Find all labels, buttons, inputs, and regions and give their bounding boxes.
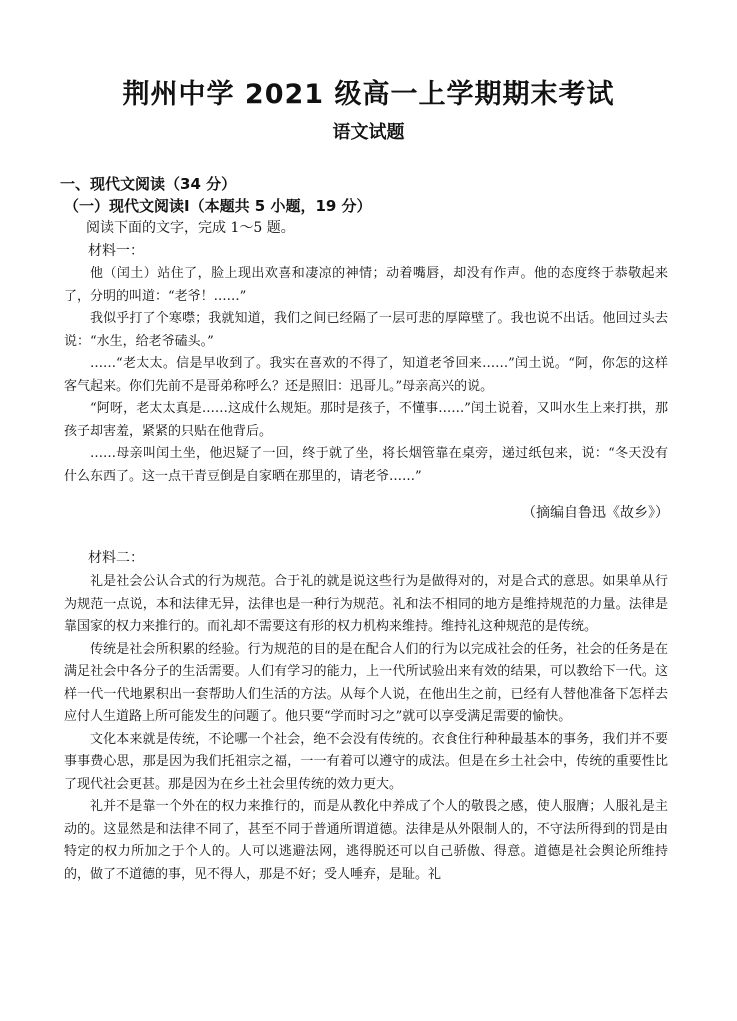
material2-body <box>64 571 668 886</box>
exam-title: 荆州中学 2021 级高一上学期期末考试 <box>122 79 615 110</box>
exam-subtitle: 语文试题 <box>332 122 405 143</box>
material2-paragraph: 礼并不是靠一个外在的权力来推行的，而是从教化中养成了个人的敬畏之感，使人服膺；人服礼是主动的。这显然是和法律不同了，甚至不同于普通所谓道德。法律是从外限制人的，不守法所得到的罚是由特定的权力所加之于个人的。人可以逃避法网，逃得脱还可以自己骄傲、得意。道德是社会舆论所维持的，做了不道德的事，见不得人，那是不好；受人唾弃，是耻。礼 <box>64 799 668 882</box>
material1-source: （摘编自鲁迅《故乡》） <box>522 505 669 521</box>
material2-label: 材料二： <box>88 550 144 566</box>
material1-body <box>64 263 668 488</box>
material2-paragraph: 礼是社会公认合式的行为规范。合于礼的就是说这些行为是做得对的，对是合式的意思。如果单从行为规范一点说，本和法律无异，法律也是一种行为规范。礼和法不相同的地方是维持规范的力量。法律是靠国家的权力来推行的。而礼却不需要这有形的权力机构来维持。维持礼这种规范的是传统。 <box>64 574 668 634</box>
material1-label: 材料一： <box>88 243 144 259</box>
instruction-text: 阅读下面的文字，完成 1～5 题。 <box>86 220 295 236</box>
material2-paragraph: 传统是社会所积累的经验。行为规范的目的是在配合人们的行为以完成社会的任务，社会的任务是在满足社会中各分子的生活需要。人们有学习的能力，上一代所试验出来有效的结果，可以教给下一代。这样一代一代地累积出一套帮助人们生活的方法。从每个人说，在他出生之前，已经有人替他准备下怎样去应付人生道路上所可能发生的问题了。他只要“学而时习之”就可以享受满足需要的愉快。 <box>64 641 668 724</box>
material1-paragraph: “阿呀，老太太真是……这成什么规矩。那时是孩子，不懂事……”闰土说着，又叫水生上来打拱，那孩子却害羞，紧紧的只贴在他背后。 <box>64 401 668 439</box>
section-heading: 一、现代文阅读（34 分） <box>60 175 237 193</box>
material2-paragraph: 文化本来就是传统，不论哪一个社会，绝不会没有传统的。衣食住行种种最基本的事务，我们并不要事事费心思，那是因为我们托祖宗之福，一一有着可以遵守的成法。但是在乡土社会中，传统的重要性比了现代社会更甚。那是因为在乡土社会里传统的效力更大。 <box>64 731 668 792</box>
section-subheading: （一）现代文阅读Ⅰ（本题共 5 小题，19 分） <box>64 197 372 215</box>
material1-paragraph: 我似乎打了个寒噤；我就知道，我们之间已经隔了一层可悲的厚障壁了。我也说不出话。他回过头去说：“水生，给老爷磕头。” <box>64 311 668 349</box>
material1-paragraph: 他（闰土）站住了，脸上现出欢喜和凄凉的神情；动着嘴唇，却没有作声。他的态度终于恭敬起来了，分明的叫道：“老爷！……” <box>64 266 668 304</box>
material1-paragraph: ……“老太太。信是早收到了。我实在喜欢的不得了，知道老爷回来……”闰土说。“阿，你怎的这样客气起来。你们先前不是哥弟称呼么？还是照旧：迅哥儿。”母亲高兴的说。 <box>64 356 668 394</box>
material1-paragraph: ……母亲叫闰土坐，他迟疑了一回，终于就了坐，将长烟管靠在桌旁，递过纸包来，说：“冬天没有什么东西了。这一点干青豆倒是自家晒在那里的，请老爷……” <box>64 446 668 484</box>
